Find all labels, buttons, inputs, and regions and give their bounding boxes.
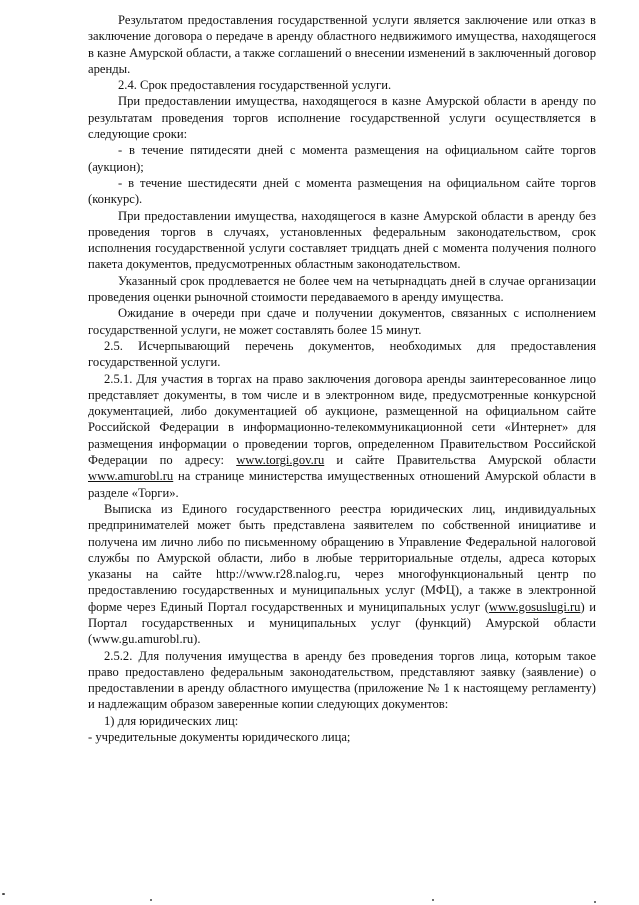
paragraph-egrul-extract bbox=[88, 501, 596, 648]
paragraph-2-4-heading: 2.4. Срок предоставления государственной услуги. bbox=[118, 78, 392, 93]
list-title-legal-entities: 1) для юридических лиц: bbox=[104, 713, 239, 728]
paragraph-auction-term: - в течение пятидесяти дней с момента размещения на официальном сайте торгов (аукцион); bbox=[88, 143, 596, 174]
paragraph-queue-wait: Ожидание в очереди при сдаче и получении документов, связанных с исполнением государственной услуги, не может составлять более 15 минут. bbox=[88, 306, 596, 337]
paragraph-extract-text-before: Выписка из Единого государственного реестра юридических лиц, индивидуальных предпринимателей может быть представлена заявителем по собственной инициативе и получена им лично либо по письменному обращению в Управление Федеральной налоговой службы по Амурской области, либо в любые территориальные отделы, адреса которых указаны на сайте http://www.r28.nalog.ru, через многофункциональный центр по предоставлению государственных и муниципальных услуг (МФЦ), а также в электронной форме через Единый Портал государственных и муниципальных услуг ( bbox=[88, 501, 596, 614]
paragraph-2-5-1-text-before: 2.5.1. Для участия в торгах на право заключения договора аренды заинтересованное лицо представляет документы, в том числе и в электронном виде, предусмотренные конкурсной документацией, либо документацией об аукционе, размещенной на официальном сайте Российской Федерации в информационно-телекоммуникационной сети «Интернет» для размещения информации о проведении торгов, определенном Правительством Российской Федерации по адресу: bbox=[88, 371, 596, 468]
link-torgi[interactable]: www.torgi.gov.ru bbox=[236, 453, 325, 468]
paragraph-tender-terms: При предоставлении имущества, находящегося в казне Амурской области в аренду по результатам проведения торгов исполнение государственной услуги осуществляется в следующие сроки: bbox=[88, 94, 596, 142]
list-item-founding-documents: - учредительные документы юридического лица; bbox=[88, 730, 351, 745]
scan-speck bbox=[2, 893, 5, 895]
paragraph-2-5-heading: 2.5. Исчерпывающий перечень документов, необходимых для предоставления государственной услуги. bbox=[88, 338, 596, 370]
paragraph-2-5-1 bbox=[88, 371, 596, 501]
document-page bbox=[88, 12, 596, 745]
scan-speck bbox=[432, 899, 434, 901]
paragraph-contest-term: - в течение шестидесяти дней с момента размещения на официальном сайте торгов (конкурс). bbox=[88, 175, 596, 207]
paragraph-2-5-2: 2.5.2. Для получения имущества в аренду без проведения торгов лица, которым такое право предоставлено федеральным законодательством, представляют заявку (заявление) о предоставлении в аренду областного имущества (приложение № 1 к настоящему регламенту) и надлежащим образом заверенные копии следующих документов: bbox=[88, 648, 596, 712]
paragraph-2-5-1-text-after: на странице министерства имущественных отношений Амурской области в разделе «Торги». bbox=[88, 469, 596, 500]
scan-speck bbox=[150, 899, 152, 901]
paragraph-result: Результатом предоставления государственной услуги является заключение или отказ в заключение договора о передаче в аренду областного недвижимого имущества, находящегося в казне Амурской области, а также соглашений о внесении изменений в заключенный договор аренды. bbox=[88, 13, 596, 76]
scan-speck bbox=[594, 901, 596, 903]
paragraph-no-tender-term: При предоставлении имущества, находящегося в казне Амурской области в аренду без проведения торгов в случаях, установленных федеральным законодательством, срок исполнения государственной услуги составляет тридцать дней с момента получения полного пакета документов, предусмотренных областным законодательством. bbox=[88, 208, 596, 272]
paragraph-2-5-1-text-middle: и сайте Правительства Амурской области bbox=[324, 453, 596, 468]
paragraph-extension: Указанный срок продлевается не более чем на четырнадцать дней в случае организации проведения оценки рыночной стоимости передаваемого в аренду имущества. bbox=[88, 273, 596, 305]
link-amurobl[interactable]: www.amurobl.ru bbox=[88, 469, 174, 484]
paragraph-extract-text-after: ) и Портал государственных и муниципальных услуг (функций) Амурской области (www.gu.amurobl.ru). bbox=[88, 599, 596, 647]
link-gosuslugi[interactable]: www.gosuslugi.ru bbox=[488, 599, 581, 614]
